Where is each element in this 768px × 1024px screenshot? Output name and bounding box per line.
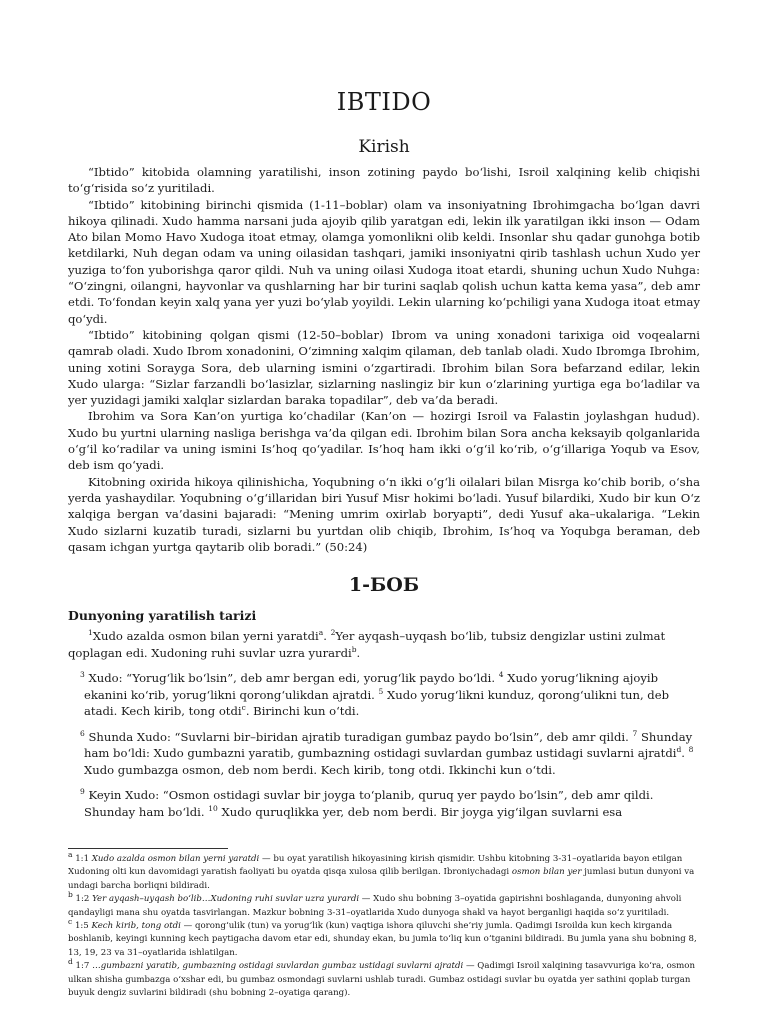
chapter-heading: 1-БОБ bbox=[348, 574, 420, 596]
footnote-marker[interactable]: a bbox=[318, 628, 324, 638]
footnote-mark: b bbox=[68, 890, 73, 900]
verse-number: 3 bbox=[80, 670, 85, 680]
footnote bbox=[68, 957, 700, 1000]
footnote-quote: osmon bilan yer bbox=[511, 867, 582, 878]
verse-number: 8 bbox=[688, 745, 694, 755]
footnote-marker[interactable]: b bbox=[351, 644, 357, 654]
footnote-text: — Qadimgi Isroil xalqining tasavvuriga ko‘ra, osmon ulkan shisha gumbazga o‘xshar edi, bu gumbaz osmondagi suvlarni ushlab turadi. Gumbaz ostidagi suvlar bu oyatda yer sathini qoplab turgan buyuk dengiz suvlarini bildiradi (shu bobning 2–oyatiga qarang). bbox=[68, 961, 696, 999]
footnote-mark: d bbox=[68, 957, 73, 967]
footnote-quote: …gumbazni yaratib, gumbazning ostidagi suvlardan gumbaz ustidagi suvlarni ajratdi bbox=[92, 961, 464, 972]
footnote-ref[interactable]: 1:1 bbox=[75, 854, 90, 864]
intro-paragraph: Kitobning oxirida hikoya qilinishicha, Yoqubning o‘n ikki o‘g‘li oilalari bilan Misrga ko‘chib borib, o‘sha yerda yashaydilar. Yoqubning o‘g‘illaridan biri Yusuf Misr hokimi bo‘ladi. Yusuf bilardiki, Xudo bir kun O‘z xalqiga bergan va’dasini bajaradi: “Mening umrim oxirlab boryapti”, dedi Yusuf aka–ukalariga. “Lekin Xudo sizlarni kuzatib turadi, sizlarni bu yurtdan olib chiqib, Ibrohim, Is’hoq va Yoqubga beraman, deb qasam ichgan yurtga qaytarib olib boradi.” (50:24) bbox=[68, 474, 700, 554]
verse-number: 2 bbox=[330, 628, 336, 638]
section-heading: Dunyoning yaratilish tarizi bbox=[68, 608, 257, 623]
intro-paragraph: “Ibtido” kitobida olamning yaratilishi, inson zotining paydo bo‘lishi, Isroil xalqining kelib chiqishi to‘g‘risida so‘z yuritiladi. bbox=[68, 165, 700, 196]
intro-text bbox=[68, 164, 700, 555]
verse-text: Xudo yorug‘likni kunduz, qorong‘ulikni tun, deb atadi. Kech kirib, tong otdi bbox=[84, 687, 670, 718]
verse-separator: . bbox=[323, 629, 327, 643]
verse-number: 9 bbox=[80, 787, 85, 797]
verse-text: Xudo yorug‘likning ajoyib ekanini ko‘rib, yorug‘likni qorong‘ulikdan ajratdi. bbox=[84, 671, 659, 702]
verse-paragraph bbox=[68, 628, 700, 661]
verse-text: Xudo gumbazga osmon, deb nom berdi. Kech kirib, tong otdi. Ikkinchi kun o‘tdi. bbox=[84, 762, 556, 777]
verse-number: 4 bbox=[498, 670, 504, 680]
footnote-divider bbox=[68, 848, 228, 849]
verse-paragraph bbox=[68, 787, 700, 820]
verse-paragraph bbox=[68, 729, 700, 779]
footnote-text: — bu oyat yaratilish hikoyasining kirish qismidir. Ushbu kitobning 3-31–oyatlarida bayon etilgan Xudoning olti kun davomidagi yaratish faoliyati bu oyatda qisqa xulosa qilib berilgan. Ibroniychadagi bbox=[68, 854, 683, 878]
verse-text: Shunday ham bo‘ldi: Xudo gumbazni yaratib, gumbazning ostidagi suvlardan gumbaz ustidagi suvlarni ajratdi bbox=[84, 729, 693, 760]
verse-text: Yer ayqash–uyqash bo‘lib, tubsiz dengizlar ustini zulmat qoplagan edi. Xudoning ruhi suvlar uzra yurardi bbox=[68, 629, 666, 660]
verse-number: 5 bbox=[378, 686, 384, 696]
footnote-marker[interactable]: c bbox=[241, 703, 246, 713]
verse-text: Shunda Xudo: “Suvlarni bir–biridan ajratib turadigan gumbaz paydo bo‘lsin”, deb amr qildi. bbox=[88, 729, 629, 744]
verse-paragraph bbox=[68, 670, 700, 720]
verse-separator: . Birinchi kun o‘tdi. bbox=[245, 704, 360, 718]
verse-number: 1 bbox=[88, 628, 93, 638]
footnote-text: — qorong‘ulik (tun) va yorug‘lik (kun) vaqtiga ishora qiluvchi she’riy jumla. Qadimgi Isroilda kun kech kirganda boshlanib, keyingi kunning kech paytigacha davom etar edi, shunday ekan, bu jumla to‘liq kun o‘tganini bildiradi. Bu jumla yana shu bobning 8, 13, 19, 23 va 31–oyatlarida ishlatilgan. bbox=[68, 921, 697, 958]
footnote bbox=[68, 850, 700, 893]
footnote-mark: a bbox=[68, 850, 73, 860]
verse-text: Xudo: “Yorug‘lik bo‘lsin”, deb amr bergan edi, yorug‘lik paydo bo‘ldi. bbox=[88, 671, 496, 685]
verse-text: Xudo quruqlikka yer, deb nom berdi. Bir joyga yig‘ilgan suvlarni esa bbox=[221, 804, 623, 819]
footnote-text: jumlasi butun dunyoni va undagi barcha borliqni bildiradi. bbox=[68, 867, 695, 891]
footnote-text: — Xudo shu bobning 3–oyatida gapirishni boshlaganda, dunyoning ahvoli qandayligi mana shu oyatda tasvirlangan. Mazkur bobning 3-31–oyatlarida Xudo dunyoga shakl va hayot berganligi haqida so‘z yuritiladi. bbox=[68, 894, 682, 918]
verse-text: Xudo azalda osmon bilan yerni yaratdi bbox=[92, 629, 319, 643]
footnote-quote: Kech kirib, tong otdi bbox=[91, 921, 181, 932]
footnote-mark: c bbox=[68, 917, 73, 927]
verse-text: Keyin Xudo: “Osmon ostidagi suvlar bir joyga to‘planib, quruq yer paydo bo‘lsin”, deb amr qildi. Shunday ham bo‘ldi. bbox=[84, 788, 654, 819]
verse-number: 6 bbox=[80, 728, 85, 738]
verse-number: 7 bbox=[632, 728, 638, 738]
footnote-quote: Xudo azalda osmon bilan yerni yaratdi bbox=[91, 854, 260, 864]
intro-paragraph: Ibrohim va Sora Kan’on yurtiga ko‘chadilar (Kan’on — hozirgi Isroil va Falastin joylashgan hudud). Xudo bu yurtni ularning nasliga berishga va’da qilgan edi. Ibrohim bilan Sora ancha keksayib qolganlarida o‘g‘il ko‘radilar va uning ismini Is’hoq qo‘yadilar. Is’hoq ham ikki o‘g‘il ko‘rib, o‘g‘illariga Yoqub va Esov, deb ism qo‘yadi. bbox=[68, 409, 700, 473]
footnotes bbox=[68, 850, 700, 1000]
footnote-quote: Yer ayqash–uyqash bo‘lib…Xudoning ruhi suvlar uzra yurardi bbox=[92, 894, 360, 905]
footnote bbox=[68, 890, 700, 920]
footnote-ref[interactable]: 1:5 bbox=[74, 921, 89, 932]
intro-paragraph: “Ibtido” kitobining birinchi qismida (1-11–boblar) olam va insoniyatning Ibrohimgacha bo‘lgan davri hikoya qilinadi. Xudo hamma narsani juda ajoyib qilib yaratgan edi, lekin ilk yaratilgan ikki inson — Odam Ato bilan Momo Havo Xudoga itoat etmay, olamga yomonlikni olib keldi. Insonlar shu qadar gunohga botib ketdilarki, Nuh degan odam va uning oilasidan tashqari, jamiki insoniyatni qirib tashlash uchun Xudo yer yuziga to‘fon yuborishga qaror qildi. Nuh va uning oilasi Xudoga itoat etardi, shuning uchun Xudo Nuhga: “O‘zingni, oilangni, hayvonlar va qushlarning har bir turini saqlab qolish uchun katta kema yasa”, deb amr etdi. To‘fondan keyin xalq yana yer yuzi bo‘ylab yoyildi. Lekin ularning ko‘pchiligi yana Xudoga itoat etmay qo‘ydi. bbox=[68, 197, 700, 326]
book-title: IBTIDO bbox=[336, 88, 432, 116]
footnote bbox=[68, 917, 700, 960]
verse-separator: . bbox=[681, 746, 685, 760]
intro-paragraph: “Ibtido” kitobining qolgan qismi (12-50–boblar) Ibrom va uning xonadoni tarixiga oid voqealarni qamrab oladi. Xudo Ibrom xonadonini, O‘zimning xalqim qilaman, deb tanlab oladi. Xudo Ibromga Ibrohim, uning xotini Sorayga Sora, deb ularning ismini o‘zgartiradi. Ibrohim bilan Sora befarzand edilar, lekin Xudo ularga: “Sizlar farzandli bo‘lasizlar, sizlarning naslingiz bir kun o‘zlarining yurtiga ega bo‘ladilar va yer yuzidagi jamiki xalqlar sizlardan baraka topadilar”, deb va’da beradi. bbox=[68, 327, 700, 408]
footnote-ref[interactable]: 1:2 bbox=[75, 894, 90, 905]
footnote-marker[interactable]: d bbox=[676, 745, 682, 755]
footnote-ref[interactable]: 1:7 bbox=[75, 961, 90, 972]
verse-number: 10 bbox=[208, 803, 218, 813]
verses-block bbox=[68, 628, 700, 829]
intro-heading: Kirish bbox=[358, 137, 410, 157]
verse-separator: . bbox=[356, 645, 361, 660]
